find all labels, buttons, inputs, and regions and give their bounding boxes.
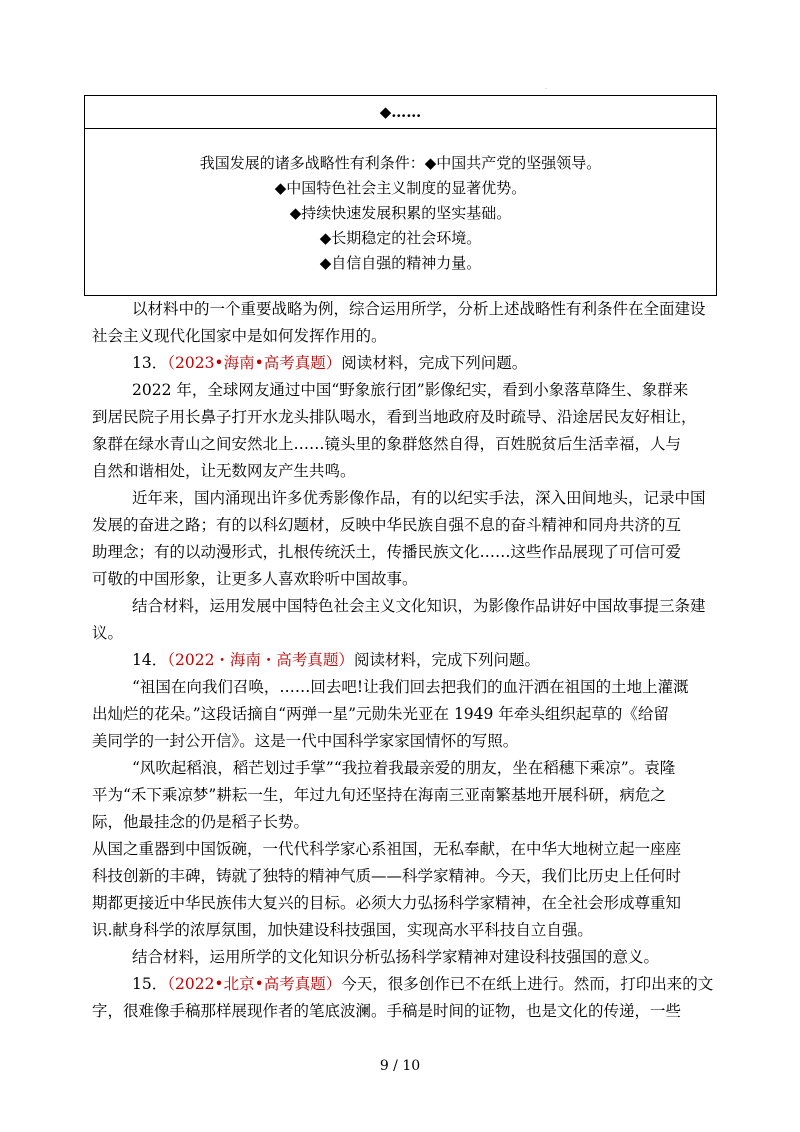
q14-paragraph-1: “祖国在向我们召唤，……回去吧!让我们回去把我们的血汗洒在祖国的土地上灌溉 出灿烂的花朵。”这段话摘自“两弹一星”元勋朱光亚在 1949 年牵头组织起草的《给留 美同学的一封公开信》。这是一代中国科学家家国情怀的写照。: [92, 678, 689, 750]
box-body: [85, 151, 716, 276]
question-text: 阅读材料，完成下列问题。: [341, 354, 528, 372]
box-header: ◆……: [85, 96, 716, 129]
source-tag: （2022•北京•高考真题）: [167, 975, 342, 993]
q13-heading: [92, 350, 722, 377]
source-tag: （2022・海南・高考真题）: [167, 651, 354, 669]
question-number: 15．: [132, 975, 168, 993]
q13-paragraph-2: 近年来，国内涌现出许多优秀影像作品，有的以纪实手法，深入田间地头，记录中国 发展的奋进之路；有的以科幻题材，反映中华民族自强不息的奋斗精神和同舟共济的互 助理念；有的以动漫形式，扎根传统沃土，传播民族文化……这些作品展现了可信可爱 可敬的中国形象，让更多人喜欢聆听中国故事。: [92, 489, 706, 588]
q14-heading: [92, 647, 722, 674]
question-text: 阅读材料，完成下列问题。: [353, 651, 540, 669]
main-content: [92, 296, 722, 1025]
question-number: 14．: [132, 651, 168, 669]
page-number: 9 / 10: [379, 1058, 421, 1074]
box-line: ◆长期稳定的社会环境。: [319, 229, 482, 247]
question-number: 13．: [132, 354, 168, 372]
box-line: ◆持续快速发展积累的坚实基础。: [289, 204, 512, 222]
q14-paragraph-3: 从国之重器到中国饭碗，一代代科学家心系祖国，无私奉献，在中华大地树立起一座座 科技创新的丰碑，铸就了独特的精神气质——科学家精神。今天，我们比历史上任何时 期都更接近中华民族伟大复兴的目标。必须大力弘扬科学家精神，在全社会形成尊重知 识.献身科学的浓厚氛围，加快建设科技强国，实现高水平科技自立自强。: [92, 840, 682, 939]
q13-paragraph-1: 2022 年，全球网友通过中国“野象旅行团”影像纪实，看到小象落草降生、象群来 到居民院子用长鼻子打开水龙头排队喝水，看到当地政府及时疏导、沿途居民友好相让， 象群在绿水青山之间安然北上……镜头里的象群悠然自得，百姓脱贫后生活幸福，人与 自然和谐相处，让无数网友产生共鸣。: [92, 381, 697, 480]
box-line: 我国发展的诸多战略性有利条件：◆中国共产党的坚强领导。: [199, 154, 602, 172]
bordered-material-box: [84, 95, 717, 296]
q13-paragraph-3: 结合材料，运用发展中国特色社会主义文化知识，为影像作品讲好中国故事提三条建 议。: [92, 597, 706, 642]
q15-paragraph: 15．（2022•北京•高考真题）今天，很多创作已不在纸上进行。然而，打印出来的文 字，很难像手稿那样展现作者的笔底波澜。手稿是时间的证物，也是文化的传递，一些: [92, 975, 714, 1020]
corner-mark: ·: [545, 86, 547, 93]
q14-paragraph-4: 结合材料，运用所学的文化知识分析弘扬科学家精神对建设科技强国的意义。: [132, 948, 660, 966]
question-text: 今天，很多创作已不在纸上进行。然而，打印出来的文: [341, 975, 714, 993]
box-line: ◆中国特色社会主义制度的显著优势。: [274, 179, 527, 197]
q14-paragraph-2: “风吹起稻浪，稻芒划过手掌”“我拉着我最亲爱的朋友，坐在稻穗下乘凉”。袁隆 平为“禾下乘凉梦”耕耘一生，年过九旬还坚持在海南三亚南繁基地开展科研，病危之 际，他最挂念的仍是稻子长势。: [92, 759, 676, 831]
q12-prompt: 以材料中的一个重要战略为例，综合运用所学，分析上述战略性有利条件在全面建设 社会主义现代化国家中是如何发挥作用的。: [92, 300, 706, 345]
box-line: ◆自信自强的精神力量。: [319, 254, 482, 272]
source-tag: （2023•海南•高考真题）: [167, 354, 342, 372]
